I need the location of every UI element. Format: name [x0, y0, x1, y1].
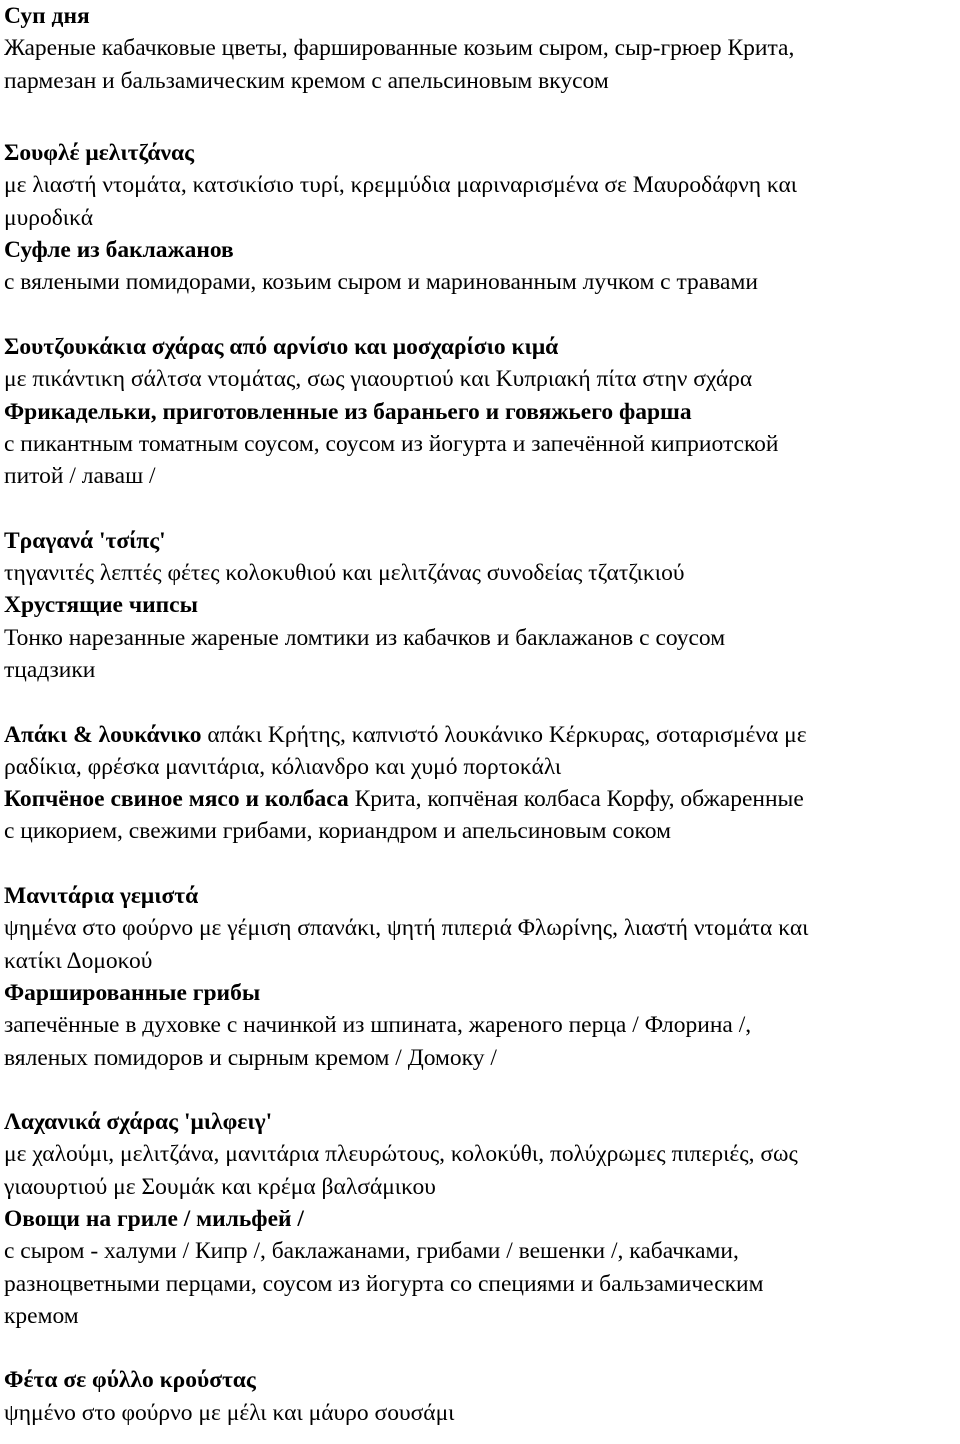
- chips-title-greek: Τραγανά 'τσίπς': [4, 527, 166, 554]
- apaki-title-russian: Копчёное свиное мясо и колбаса: [4, 786, 349, 813]
- souffle-title-greek: Σουφλέ μελιτζάνας: [4, 140, 195, 167]
- soup-description-line: Жареные кабачковые цветы, фаршированные козьим сыром, сыр-грюер Крита,: [4, 35, 795, 62]
- soup-title: Суп дня: [4, 3, 90, 29]
- mushrooms-description-russian: вяленых помидоров и сырным кремом / Домоку /: [4, 1044, 497, 1071]
- chips-title-russian: Хрустящие чипсы: [4, 592, 198, 619]
- chips-description-greek: τηγανιτές λεπτές φέτες κολοκυθιού και μελιτζάνας συνοδείας τζατζικιού: [4, 560, 685, 587]
- meatballs-title-greek: Σουτζουκάκια σχάρας από αρνίσιο και μοσχαρίσιο κιμά: [4, 333, 559, 360]
- mushrooms-title-russian: Фаршированные грибы: [4, 979, 261, 1006]
- souffle-description-greek: μυροδικά: [4, 204, 94, 231]
- apaki-line-greek: [4, 719, 956, 751]
- grill-veg-title-russian: Овощи на гриле / мильфей /: [4, 1205, 304, 1232]
- feta-description-greek: ψημένο στο φούρνο με μέλι και μάυρο σουσάμι: [4, 1399, 455, 1426]
- soup-description-line: пармезан и бальзамическим кремом с апельсиновым вкусом: [4, 67, 609, 94]
- mushrooms-description-greek: κατίκι Δομοκού: [4, 947, 153, 974]
- meatballs-description-greek: με πικάντικη σάλτσα ντομάτας, σως γιαουρτιού και Κυπριακή πίτα στην σχάρα: [4, 366, 753, 393]
- meatballs-title-russian: Фрикадельки, приготовленные из бараньего и говяжьего фарша: [4, 398, 692, 425]
- apaki-description-greek: ραδίκια, φρέσκα μανιτάρια, κόλιανδρο και χυμό πορτοκάλι: [4, 753, 562, 780]
- mushrooms-description-greek: ψημένα στο φούρνο με γέμιση σπανάκι, ψητή πιπεριά Φλωρίνης, λιαστή ντομάτα και: [4, 915, 809, 942]
- grill-veg-description-russian: кремом: [4, 1302, 79, 1329]
- grill-veg-description-russian: с сыром - халуми / Кипр /, баклажанами, грибами / вешенки /, кабачками,: [4, 1238, 739, 1265]
- chips-description-russian: Тонко нарезанные жареные ломтики из кабачков и баклажанов с соусом: [4, 624, 726, 651]
- grill-veg-title-greek: Λαχανικά σχάρας 'μιλφειγ': [4, 1109, 273, 1136]
- grill-veg-description-russian: разноцветными перцами, соусом из йогурта со специями и бальзамическим: [4, 1270, 764, 1297]
- mushrooms-title-greek: Μανιτάρια γεμιστά: [4, 883, 199, 910]
- apaki-title-greek: Απάκι & λουκάνικο: [4, 721, 202, 748]
- meatballs-description-russian: с пикантным томатным соусом, соусом из йогурта и запечённой киприотской: [4, 430, 779, 457]
- souffle-description-greek: με λιαστή ντομάτα, κατσικίσιο τυρί, κρεμμύδια μαριναρισμένα σε Μαυροδάφνη και: [4, 172, 798, 199]
- chips-description-russian: тцадзики: [4, 656, 96, 683]
- grill-veg-description-greek: με χαλούμι, μελιτζάνα, μανιτάρια πλευρώτους, κολοκύθι, πολύχρωμες πιπεριές, σως: [4, 1141, 798, 1168]
- meatballs-description-russian: питой / лаваш /: [4, 463, 156, 490]
- feta-title-greek: Φέτα σε φύλλο κρούστας: [4, 1367, 256, 1394]
- apaki-line-russian: [4, 783, 956, 815]
- mushrooms-description-russian: запечённые в духовке с начинкой из шпината, жареного перца / Флорина /,: [4, 1012, 752, 1039]
- apaki-description-russian: Крита, копчёная колбаса Корфу, обжаренные: [348, 786, 804, 813]
- souffle-description-russian: с вялеными помидорами, козьим сыром и маринованным лучком с травами: [4, 269, 758, 296]
- apaki-description-greek: απάκι Κρήτης, καπνιστό λουκάνικο Κέρκυρας, σοταρισμένα με: [201, 721, 807, 748]
- souffle-title-russian: Суфле из баклажанов: [4, 237, 234, 264]
- apaki-description-russian: с цикорием, свежими грибами, кориандром и апельсиновым соком: [4, 818, 671, 845]
- grill-veg-description-greek: γιαουρτιού με Σουμάκ και κρέμα βαλσάμικου: [4, 1173, 436, 1200]
